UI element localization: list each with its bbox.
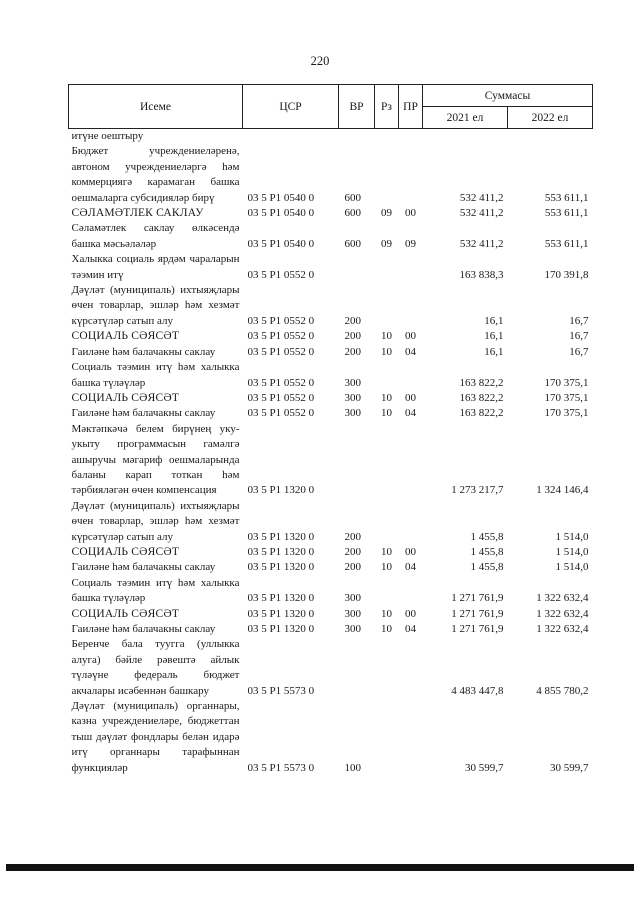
row-rz	[375, 422, 399, 499]
row-pr: 04	[405, 407, 416, 420]
row-pr	[399, 422, 423, 499]
row-amount-2022: 30 599,7	[550, 761, 589, 774]
row-amount-2021: 532 411,2	[459, 237, 504, 250]
row-rz	[375, 499, 399, 545]
header-csr: ЦСР	[243, 85, 339, 129]
row-rz: 10	[381, 391, 392, 404]
row-pr	[399, 637, 423, 699]
table-row	[69, 622, 593, 637]
row-csr: 03 5 P1 0552 0	[247, 345, 315, 358]
row-name: СОЦИАЛЬ СӘЯСӘТ	[71, 545, 180, 558]
row-pr: 00	[405, 330, 416, 343]
row-vr	[339, 637, 375, 699]
row-amount-2021: 1 271 761,9	[451, 623, 504, 635]
row-amount-2022: 1 514,0	[555, 530, 589, 543]
table-row	[69, 699, 593, 776]
row-amount-2022	[508, 129, 593, 145]
row-amount-2021: 16,1	[484, 314, 504, 327]
row-amount-2022: 16,7	[569, 345, 589, 358]
row-amount-2021: 1 271 761,9	[451, 592, 504, 605]
row-rz	[375, 252, 399, 283]
row-name: итүне оештыру	[71, 130, 144, 142]
table-row	[69, 329, 593, 344]
row-csr	[243, 129, 339, 145]
budget-table	[68, 84, 593, 776]
row-csr: 03 5 P1 0540 0	[247, 237, 315, 250]
row-amount-2022: 1 324 146,4	[536, 484, 589, 497]
row-amount-2022: 1 514,0	[555, 561, 589, 574]
row-amount-2022: 170 375,1	[544, 376, 589, 389]
row-vr: 300	[344, 376, 361, 389]
header-pr: ПР	[399, 85, 423, 129]
row-amount-2022: 170 375,1	[544, 407, 589, 420]
row-rz: 10	[381, 607, 392, 620]
row-rz	[375, 576, 399, 607]
row-csr: 03 5 P1 1320 0	[247, 592, 315, 605]
row-amount-2021: 1 271 761,9	[451, 607, 504, 620]
row-rz	[375, 283, 399, 329]
table-row	[69, 576, 593, 607]
row-name: Дәүләт (муниципаль) органнары, казна учреждениеләре, бюджеттан тыш дәүләт фондлары белән идарә итү органнары тарафыннан функцияләр	[71, 700, 240, 774]
table-row	[69, 129, 593, 145]
row-amount-2022: 170 375,1	[544, 391, 589, 404]
row-rz: 10	[381, 330, 392, 343]
row-vr: 600	[344, 207, 361, 220]
row-pr: 00	[405, 207, 416, 220]
row-name: Мәктәпкәчә белем бирүнең уку-укыту программасын гамәлгә ашыручы мәгариф оешмаларында баланы карап тоткан һәм тәрбияләгән өчен компенсация	[71, 422, 240, 497]
row-pr: 09	[405, 237, 416, 250]
row-amount-2022: 1 322 632,4	[536, 592, 589, 605]
row-pr	[399, 699, 423, 776]
header-year-2021: 2021 ел	[423, 107, 508, 129]
row-csr: 03 5 P1 1320 0	[247, 561, 315, 574]
table-row	[69, 406, 593, 421]
row-csr: 03 5 P1 0540 0	[247, 191, 315, 204]
row-amount-2021: 163 822,2	[459, 407, 504, 420]
row-pr: 04	[405, 623, 416, 635]
row-pr: 00	[405, 545, 416, 558]
header-name: Исеме	[69, 85, 243, 129]
scan-edge-bar	[6, 864, 634, 871]
row-rz	[375, 699, 399, 776]
table-row	[69, 499, 593, 545]
table-row	[69, 607, 593, 622]
row-csr: 03 5 P1 1320 0	[247, 484, 315, 497]
table-row	[69, 144, 593, 206]
row-amount-2022: 4 855 780,2	[536, 684, 589, 697]
row-vr: 300	[344, 592, 361, 605]
table-row	[69, 391, 593, 406]
row-vr: 600	[344, 191, 361, 204]
row-pr: 00	[405, 391, 416, 404]
row-pr: 00	[405, 607, 416, 620]
row-amount-2022: 170 391,8	[544, 268, 589, 281]
row-name: Социаль тәэмин итү һәм халыкка башка түләүләр	[71, 361, 240, 389]
row-amount-2021: 4 483 447,8	[451, 684, 504, 697]
table-row	[69, 345, 593, 360]
row-name: Гаиләне һәм балачакны саклау	[71, 407, 216, 420]
row-pr	[399, 283, 423, 329]
table-row	[69, 221, 593, 252]
row-csr: 03 5 P1 0552 0	[247, 268, 315, 281]
row-rz: 10	[381, 561, 392, 574]
row-csr: 03 5 P1 0540 0	[247, 207, 315, 220]
row-rz	[375, 360, 399, 391]
row-csr: 03 5 P1 1320 0	[247, 607, 315, 620]
row-vr: 200	[344, 561, 361, 574]
row-amount-2021: 163 822,2	[459, 391, 504, 404]
row-pr: 04	[405, 561, 416, 574]
table-row	[69, 283, 593, 329]
row-vr	[339, 252, 375, 283]
row-amount-2021: 163 838,3	[459, 268, 504, 281]
row-rz: 10	[381, 345, 392, 358]
row-amount-2021: 1 455,8	[470, 530, 504, 543]
row-vr: 100	[344, 761, 361, 774]
row-name: СОЦИАЛЬ СӘЯСӘТ	[71, 391, 180, 404]
header-vr: ВР	[339, 85, 375, 129]
row-pr	[399, 576, 423, 607]
row-amount-2022: 16,7	[569, 330, 589, 343]
row-name: Сәламәтлек саклау өлкәсендә башка мәсьәләләр	[71, 222, 240, 250]
row-name: Халыкка социаль ярдәм чараларын тәэмин итү	[71, 253, 240, 281]
row-vr: 300	[344, 607, 361, 620]
row-amount-2021	[423, 129, 508, 145]
row-csr: 03 5 P1 0552 0	[247, 391, 315, 404]
row-csr: 03 5 P1 0552 0	[247, 314, 315, 327]
row-name: Бюджет учреждениеләренә, автоном учреждениеләргә һәм коммерциягә карамаган башка оешмаларга субсидияләр бирү	[71, 145, 240, 204]
row-vr	[339, 422, 375, 499]
row-pr	[399, 144, 423, 206]
row-rz	[375, 129, 399, 145]
row-name: СОЦИАЛЬ СӘЯСӘТ	[71, 607, 180, 620]
row-amount-2022: 553 611,1	[544, 207, 589, 220]
table-row	[69, 422, 593, 499]
row-pr	[399, 129, 423, 145]
row-csr: 03 5 P1 0552 0	[247, 407, 315, 420]
header-year-2022: 2022 ел	[508, 107, 593, 129]
row-name: СОЦИАЛЬ СӘЯСӘТ	[71, 330, 180, 343]
table-row	[69, 252, 593, 283]
row-name: Дәүләт (муниципаль) ихтыяҗлары өчен товарлар, эшләр һәм хезмәт күрсәтүләр сатып алу	[71, 284, 240, 327]
row-name: СӘЛАМӘТЛЕК САКЛАУ	[71, 207, 204, 220]
row-amount-2021: 532 411,2	[459, 191, 504, 204]
row-amount-2021: 163 822,2	[459, 376, 504, 389]
row-pr	[399, 360, 423, 391]
row-csr: 03 5 P1 5573 0	[247, 761, 315, 774]
row-vr: 600	[344, 237, 361, 250]
row-vr: 200	[344, 345, 361, 358]
row-name: Гаиләне һәм балачакны саклау	[71, 623, 216, 635]
row-amount-2021: 16,1	[484, 330, 504, 343]
table-row	[69, 360, 593, 391]
row-amount-2022: 1 514,0	[555, 545, 589, 558]
row-vr: 300	[344, 391, 361, 404]
row-amount-2021: 1 273 217,7	[451, 484, 504, 497]
row-rz: 09	[381, 237, 392, 250]
row-csr: 03 5 P1 5573 0	[247, 684, 315, 697]
header-sums: Суммасы	[423, 85, 593, 107]
row-amount-2021: 30 599,7	[465, 761, 504, 774]
row-vr: 200	[344, 330, 361, 343]
row-pr: 04	[405, 345, 416, 358]
row-amount-2022: 16,7	[569, 314, 589, 327]
row-amount-2022: 1 322 632,4	[536, 607, 589, 620]
row-csr: 03 5 P1 1320 0	[247, 545, 315, 558]
row-rz: 10	[381, 545, 392, 558]
row-name: Гаиләне һәм балачакны саклау	[71, 345, 216, 358]
row-csr: 03 5 P1 0552 0	[247, 376, 315, 389]
row-vr: 200	[344, 545, 361, 558]
header-rz: Рз	[375, 85, 399, 129]
row-csr: 03 5 P1 1320 0	[247, 623, 315, 635]
row-name: Дәүләт (муниципаль) ихтыяҗлары өчен товарлар, эшләр һәм хезмәт күрсәтүләр сатып алу	[71, 499, 240, 543]
page-number: 220	[310, 54, 330, 68]
table-row	[69, 206, 593, 221]
row-amount-2021: 1 455,8	[470, 545, 504, 558]
row-pr	[399, 252, 423, 283]
row-rz: 10	[381, 623, 392, 635]
row-amount-2022: 553 611,1	[544, 191, 589, 204]
row-vr	[339, 129, 375, 145]
row-rz: 09	[381, 207, 392, 220]
row-vr: 300	[344, 407, 361, 420]
row-vr: 200	[344, 314, 361, 327]
row-amount-2022: 553 611,1	[544, 237, 589, 250]
row-rz: 10	[381, 407, 392, 420]
table-row	[69, 545, 593, 560]
row-name: Гаиләне һәм балачакны саклау	[71, 561, 216, 574]
row-amount-2021: 1 455,8	[470, 561, 504, 574]
row-csr: 03 5 P1 1320 0	[247, 530, 315, 543]
row-rz	[375, 637, 399, 699]
row-amount-2021: 532 411,2	[459, 207, 504, 220]
row-name: Беренче бала туугга (уллыкка алуга) бәйле рәвештә айлык түләүне федераль бюджет акчалары исәбеннән башкару	[71, 638, 240, 697]
table-row	[69, 560, 593, 575]
row-amount-2022: 1 322 632,4	[536, 623, 589, 635]
row-name: Социаль тәэмин итү һәм халыкка башка түләүләр	[71, 576, 240, 605]
row-vr: 200	[344, 530, 361, 543]
row-rz	[375, 144, 399, 206]
row-pr	[399, 499, 423, 545]
row-vr: 300	[344, 623, 361, 635]
table-body	[69, 129, 593, 777]
table-header	[69, 85, 593, 129]
row-amount-2021: 16,1	[484, 345, 504, 358]
table-row	[69, 637, 593, 699]
row-csr: 03 5 P1 0552 0	[247, 330, 315, 343]
